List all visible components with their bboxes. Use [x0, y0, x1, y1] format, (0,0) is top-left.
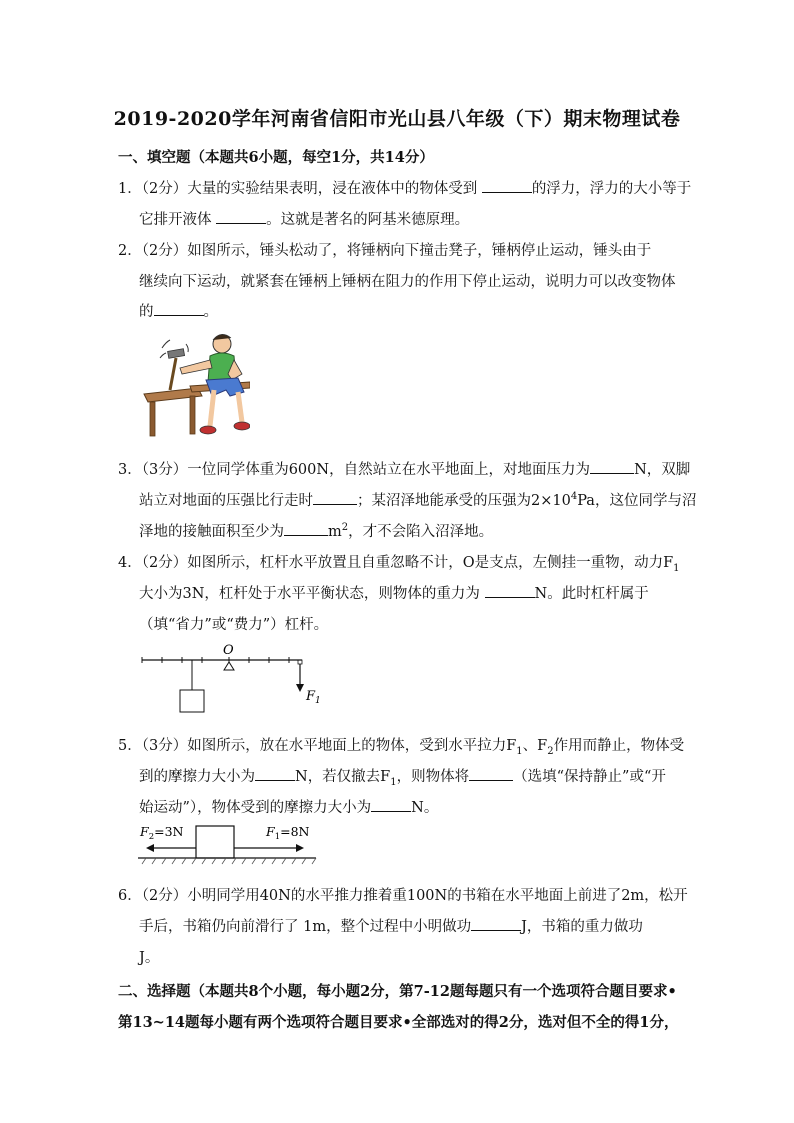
- force-block-diagram: [138, 818, 318, 868]
- answer-blank: [284, 522, 328, 536]
- page-title: 2019-2020学年河南省信阳市光山县八年级（下）期末物理试卷: [113, 108, 681, 130]
- hammer-boy-illustration: [140, 330, 250, 442]
- q6-line-2: 手后，书箱仍向前滑行了 1m，整个过程中小明做功 J，书箱的重力做功: [139, 919, 643, 935]
- q1-line-1: 1．（2分）大量的实验结果表明，浸在液体中的物体受到 的浮力，浮力的大小等于: [118, 181, 692, 197]
- force-label: $F_1$: [306, 689, 321, 706]
- answer-blank: [371, 798, 411, 812]
- q5-line-1: 5．（3分）如图所示，放在水平地面上的物体，受到水平拉力$F_1$、$F_2$作用而静止，物体受: [118, 738, 685, 757]
- answer-blank: [469, 767, 513, 781]
- q4-line-3: （填“省力”或“费力”）杠杆。: [139, 617, 329, 633]
- section-2-heading-line-1: 二、选择题（本题共8个小题，每小题2分，第7-12题每题只有一个选项符合题目要求•: [118, 983, 677, 1000]
- q4-line-2: 大小为3N，杠杆处于水平平衡状态，则物体的重力为 N。此时杠杆属于: [139, 586, 649, 602]
- pivot-label: O: [223, 643, 234, 658]
- section-1-heading: 一、填空题（本题共6小题，每空1分，共14分）: [118, 149, 434, 166]
- q4-line-1: 4．（2分）如图所示，杠杆水平放置且自重忽略不计，O是支点，左侧挂一重物，动力$F_1$: [118, 555, 680, 574]
- left-force-label: $F_2=3N$: [140, 824, 184, 842]
- q3-line-2: 站立对地面的压强比行走时 ；某沼泽地能承受的压强为$2\times 10^4Pa$，这位同学与沼: [139, 491, 697, 509]
- q6-line-1: 6．（2分）小明同学用40N的水平推力推着重100N的书箱在水平地面上前进了2m，松开: [118, 888, 688, 904]
- q5-line-2: 到的摩擦力大小为 N，若仅撤去$F_1$，则物体将 （选填“保持静止”或“开: [139, 769, 666, 788]
- answer-blank: [485, 584, 535, 598]
- fulcrum-icon: [224, 662, 234, 670]
- answer-blank: [154, 302, 204, 316]
- weight-block: [180, 690, 204, 712]
- answer-blank: [255, 767, 295, 781]
- block: [196, 826, 234, 858]
- answer-blank: [590, 460, 634, 474]
- answer-blank: [482, 179, 532, 193]
- lever-diagram: [140, 640, 340, 720]
- answer-blank: [471, 917, 521, 931]
- q2-line-1: 2．（2分）如图所示，锤头松动了，将锤柄向下撞击凳子，锤柄停止运动，锤头由于: [118, 243, 652, 259]
- q1-line-2: 它排开液体 。这就是著名的阿基米德原理。: [139, 212, 470, 228]
- right-force-label: $F_1=8N$: [266, 824, 310, 842]
- answer-blank: [216, 210, 266, 224]
- section-2-heading-line-2: 第13~14题每小题有两个选项符合题目要求•全部选对的得2分，选对但不全的得1分，: [118, 1014, 679, 1031]
- answer-blank: [313, 491, 357, 505]
- q3-line-1: 3．（3分）一位同学体重为600N，自然站立在水平地面上，对地面压力为 N，双脚: [118, 462, 691, 478]
- q6-line-3: J。: [139, 950, 160, 966]
- q3-line-3: 泽地的接触面积至少为 $m^2$，才不会陷入沼泽地。: [139, 522, 494, 540]
- q2-line-3: 的 。: [139, 304, 218, 320]
- q5-line-3: 始运动”），物体受到的摩擦力大小为 N。: [139, 800, 439, 816]
- q2-line-2: 继续向下运动，就紧套在锤柄上锤柄在阻力的作用下停止运动，说明力可以改变物体: [139, 274, 676, 290]
